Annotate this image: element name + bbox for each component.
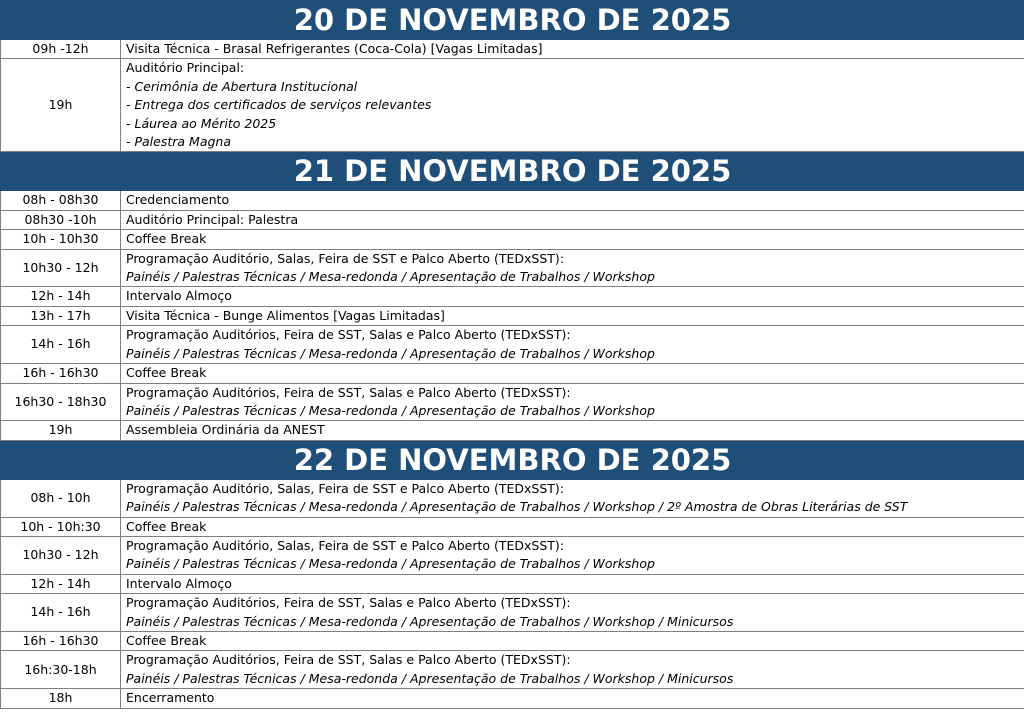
activity-title: Programação Auditórios, Feira de SST, Salas e Palco Aberto (TEDxSST): <box>126 595 571 611</box>
activity-title: Visita Técnica - Bunge Alimentos [Vagas Limitadas] <box>126 307 445 323</box>
activity-detail: Painéis / Palestras Técnicas / Mesa-redonda / Apresentação de Trabalhos / Workshop / Minicursos <box>126 670 734 686</box>
activity-cell <box>121 191 1024 210</box>
time-cell: 16h - 16h30 <box>1 364 121 383</box>
activity-cell <box>121 230 1024 249</box>
time-cell: 16h:30-18h <box>1 651 121 689</box>
activity-cell <box>121 364 1024 383</box>
activity-title: Programação Auditórios, Feira de SST, Salas e Palco Aberto (TEDxSST): <box>126 384 571 400</box>
schedule-row <box>1 517 1024 536</box>
activity-cell <box>121 536 1024 574</box>
time-cell: 19h <box>1 421 121 440</box>
schedule-row <box>1 651 1024 689</box>
time-cell: 13h - 17h <box>1 306 121 325</box>
day-title: 20 DE NOVEMBRO DE 2025 <box>1 1 1024 40</box>
schedule-row <box>1 689 1024 708</box>
activity-title: Coffee Break <box>126 231 207 247</box>
time-cell: 12h - 14h <box>1 287 121 306</box>
time-cell: 14h - 16h <box>1 594 121 632</box>
activity-cell <box>121 517 1024 536</box>
activity-title: Coffee Break <box>126 518 207 534</box>
activity-title: Visita Técnica - Brasal Refrigerantes (Coca-Cola) [Vagas Limitadas] <box>126 41 543 56</box>
time-cell: 18h <box>1 689 121 708</box>
activity-detail: - Cerimônia de Abertura Institucional <box>126 78 358 94</box>
activity-detail: - Palestra Magna <box>126 134 231 150</box>
activity-title: Programação Auditório, Salas, Feira de SST e Palco Aberto (TEDxSST): <box>126 537 565 553</box>
activity-title: Coffee Break <box>126 365 207 381</box>
activity-title: Coffee Break <box>126 632 207 648</box>
time-cell: 12h - 14h <box>1 574 121 593</box>
schedule-row <box>1 631 1024 650</box>
day-header <box>1 1 1024 40</box>
activity-cell <box>121 383 1024 421</box>
schedule-row <box>1 479 1024 517</box>
activity-cell <box>121 651 1024 689</box>
activity-title: Intervalo Almoço <box>126 288 232 304</box>
activity-title: Intervalo Almoço <box>126 575 232 591</box>
activity-title: Auditório Principal: <box>126 60 245 76</box>
activity-cell <box>121 574 1024 593</box>
activity-cell <box>121 210 1024 229</box>
time-cell: 10h - 10h:30 <box>1 517 121 536</box>
time-cell: 08h - 08h30 <box>1 191 121 210</box>
activity-title: Credenciamento <box>126 192 230 208</box>
activity-detail: Painéis / Palestras Técnicas / Mesa-redonda / Apresentação de Trabalhos / Workshop <box>126 269 655 285</box>
activity-detail: - Entrega dos certificados de serviços relevantes <box>126 97 432 113</box>
schedule-row <box>1 594 1024 632</box>
activity-title: Programação Auditório, Salas, Feira de SST e Palco Aberto (TEDxSST): <box>126 250 565 266</box>
time-cell: 08h30 -10h <box>1 210 121 229</box>
activity-detail: Painéis / Palestras Técnicas / Mesa-redonda / Apresentação de Trabalhos / Workshop / Minicursos <box>126 613 734 629</box>
activity-detail: - Láurea ao Mérito 2025 <box>126 115 277 131</box>
time-cell: 14h - 16h <box>1 326 121 364</box>
schedule-row <box>1 191 1024 210</box>
activity-detail: Painéis / Palestras Técnicas / Mesa-redonda / Apresentação de Trabalhos / Workshop <box>126 556 655 572</box>
schedule-row <box>1 59 1024 152</box>
day-title: 21 DE NOVEMBRO DE 2025 <box>1 152 1024 191</box>
activity-title: Programação Auditório, Salas, Feira de SST e Palco Aberto (TEDxSST): <box>126 480 565 496</box>
activity-detail: Painéis / Palestras Técnicas / Mesa-redonda / Apresentação de Trabalhos / Workshop / 2º Amostra de Obras Literárias de SST <box>126 499 908 515</box>
time-cell: 08h - 10h <box>1 479 121 517</box>
activity-title: Encerramento <box>126 690 215 706</box>
activity-detail: Painéis / Palestras Técnicas / Mesa-redonda / Apresentação de Trabalhos / Workshop <box>126 402 655 418</box>
activity-title: Auditório Principal: Palestra <box>126 211 299 227</box>
activity-cell <box>121 631 1024 650</box>
activity-detail: Painéis / Palestras Técnicas / Mesa-redonda / Apresentação de Trabalhos / Workshop <box>126 345 655 361</box>
activity-cell <box>121 479 1024 517</box>
activity-cell <box>121 59 1024 152</box>
time-cell: 16h - 16h30 <box>1 631 121 650</box>
schedule-row <box>1 287 1024 306</box>
schedule-row <box>1 421 1024 440</box>
schedule-row <box>1 249 1024 287</box>
time-cell: 09h -12h <box>1 40 121 59</box>
schedule-row <box>1 40 1024 59</box>
activity-title: Programação Auditórios, Feira de SST, Salas e Palco Aberto (TEDxSST): <box>126 652 571 668</box>
schedule-row <box>1 536 1024 574</box>
activity-cell <box>121 689 1024 708</box>
time-cell: 19h <box>1 59 121 152</box>
activity-cell <box>121 40 1024 59</box>
activity-title: Programação Auditórios, Feira de SST, Salas e Palco Aberto (TEDxSST): <box>126 327 571 343</box>
day-header <box>1 152 1024 191</box>
activity-cell <box>121 421 1024 440</box>
activity-cell <box>121 249 1024 287</box>
time-cell: 10h - 10h30 <box>1 230 121 249</box>
day-title: 22 DE NOVEMBRO DE 2025 <box>1 440 1024 479</box>
activity-title: Assembleia Ordinária da ANEST <box>126 422 325 438</box>
schedule-row <box>1 306 1024 325</box>
schedule-row <box>1 326 1024 364</box>
activity-cell <box>121 306 1024 325</box>
schedule-row <box>1 230 1024 249</box>
schedule-row <box>1 210 1024 229</box>
time-cell: 10h30 - 12h <box>1 536 121 574</box>
schedule-body <box>1 1 1024 709</box>
time-cell: 16h30 - 18h30 <box>1 383 121 421</box>
activity-cell <box>121 326 1024 364</box>
schedule-row <box>1 364 1024 383</box>
schedule-row <box>1 574 1024 593</box>
time-cell: 10h30 - 12h <box>1 249 121 287</box>
schedule-row <box>1 383 1024 421</box>
day-header <box>1 440 1024 479</box>
activity-cell <box>121 287 1024 306</box>
activity-cell <box>121 594 1024 632</box>
